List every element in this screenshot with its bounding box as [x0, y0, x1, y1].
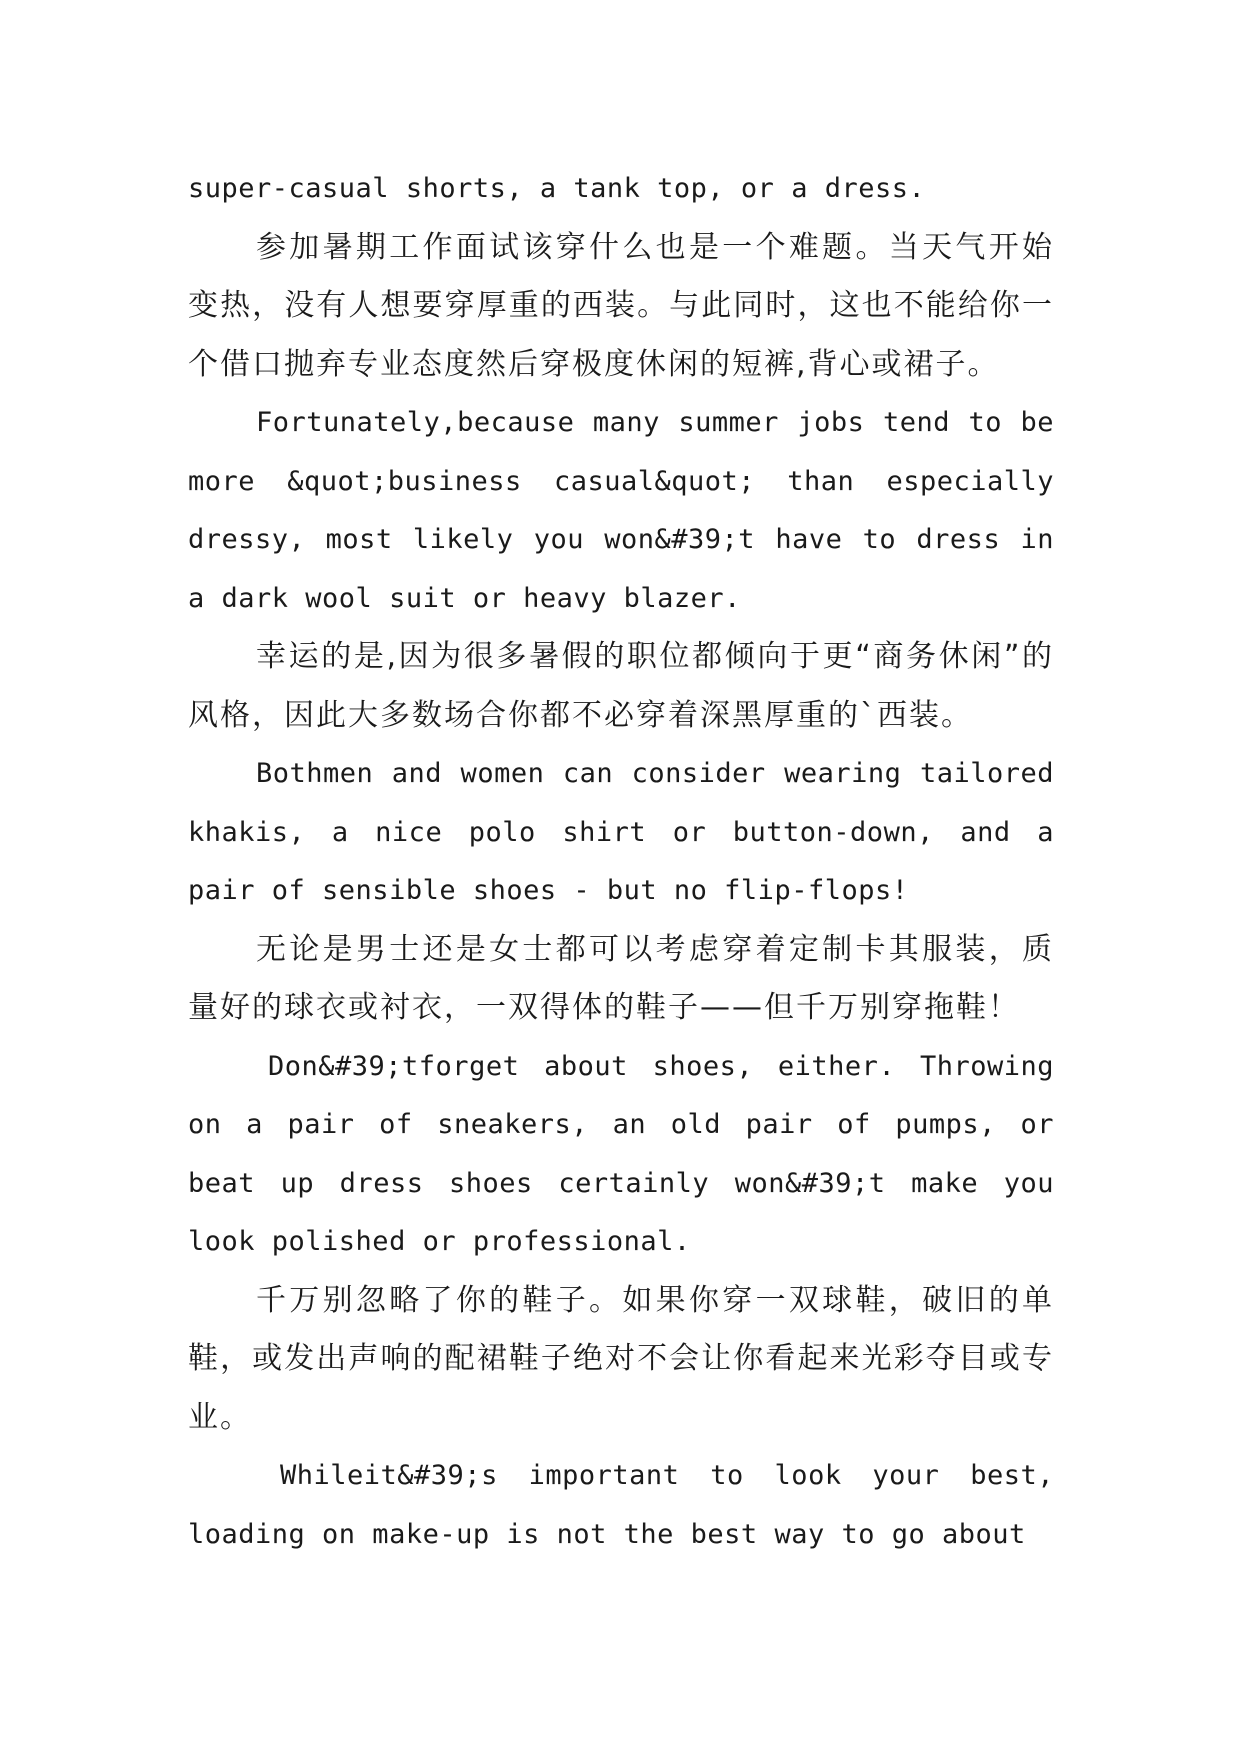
paragraph-en-2: Fortunately,because many summer jobs tend to be more &quot;business casual&quot; than especially dressy, most likely you won&#39;t have to dress in a dark wool suit or heavy blazer. — [188, 407, 1054, 614]
paragraph-zh-1: 参加暑期工作面试该穿什么也是一个难题。当天气开始变热，没有人想要穿厚重的西装。与此同时，这也不能给你一个借口抛弃专业态度然后穿极度休闲的短裤,背心或裙子。 — [188, 229, 1054, 382]
paragraph-en-1: super-casual shorts, a tank top, or a dress. — [188, 173, 926, 204]
paragraph-en-5: Whileit&#39;s important to look your best, loading on make-up is not the best way to go about — [188, 1460, 1054, 1550]
paragraph-en-3: Bothmen and women can consider wearing tailored khakis, a nice polo shirt or button-down, and a pair of sensible shoes - but no flip-flops! — [188, 758, 1054, 906]
paragraph-zh-4: 千万别忽略了你的鞋子。如果你穿一双球鞋，破旧的单鞋，或发出声响的配裙鞋子绝对不会让你看起来光彩夺目或专业。 — [188, 1282, 1054, 1435]
document-body — [188, 160, 1054, 1564]
paragraph-en-4: Don&#39;tforget about shoes, either. Throwing on a pair of sneakers, an old pair of pumps, or beat up dress shoes certainly won&#39;t make you look polished or professional. — [188, 1050, 1054, 1257]
paragraph-zh-3: 无论是男士还是女士都可以考虑穿着定制卡其服装，质量好的球衣或衬衣，一双得体的鞋子——但千万别穿拖鞋！ — [188, 931, 1054, 1025]
paragraph-zh-2: 幸运的是,因为很多暑假的职位都倾向于更“商务休闲”的风格，因此大多数场合你都不必穿着深黑厚重的`西装。 — [188, 639, 1054, 733]
